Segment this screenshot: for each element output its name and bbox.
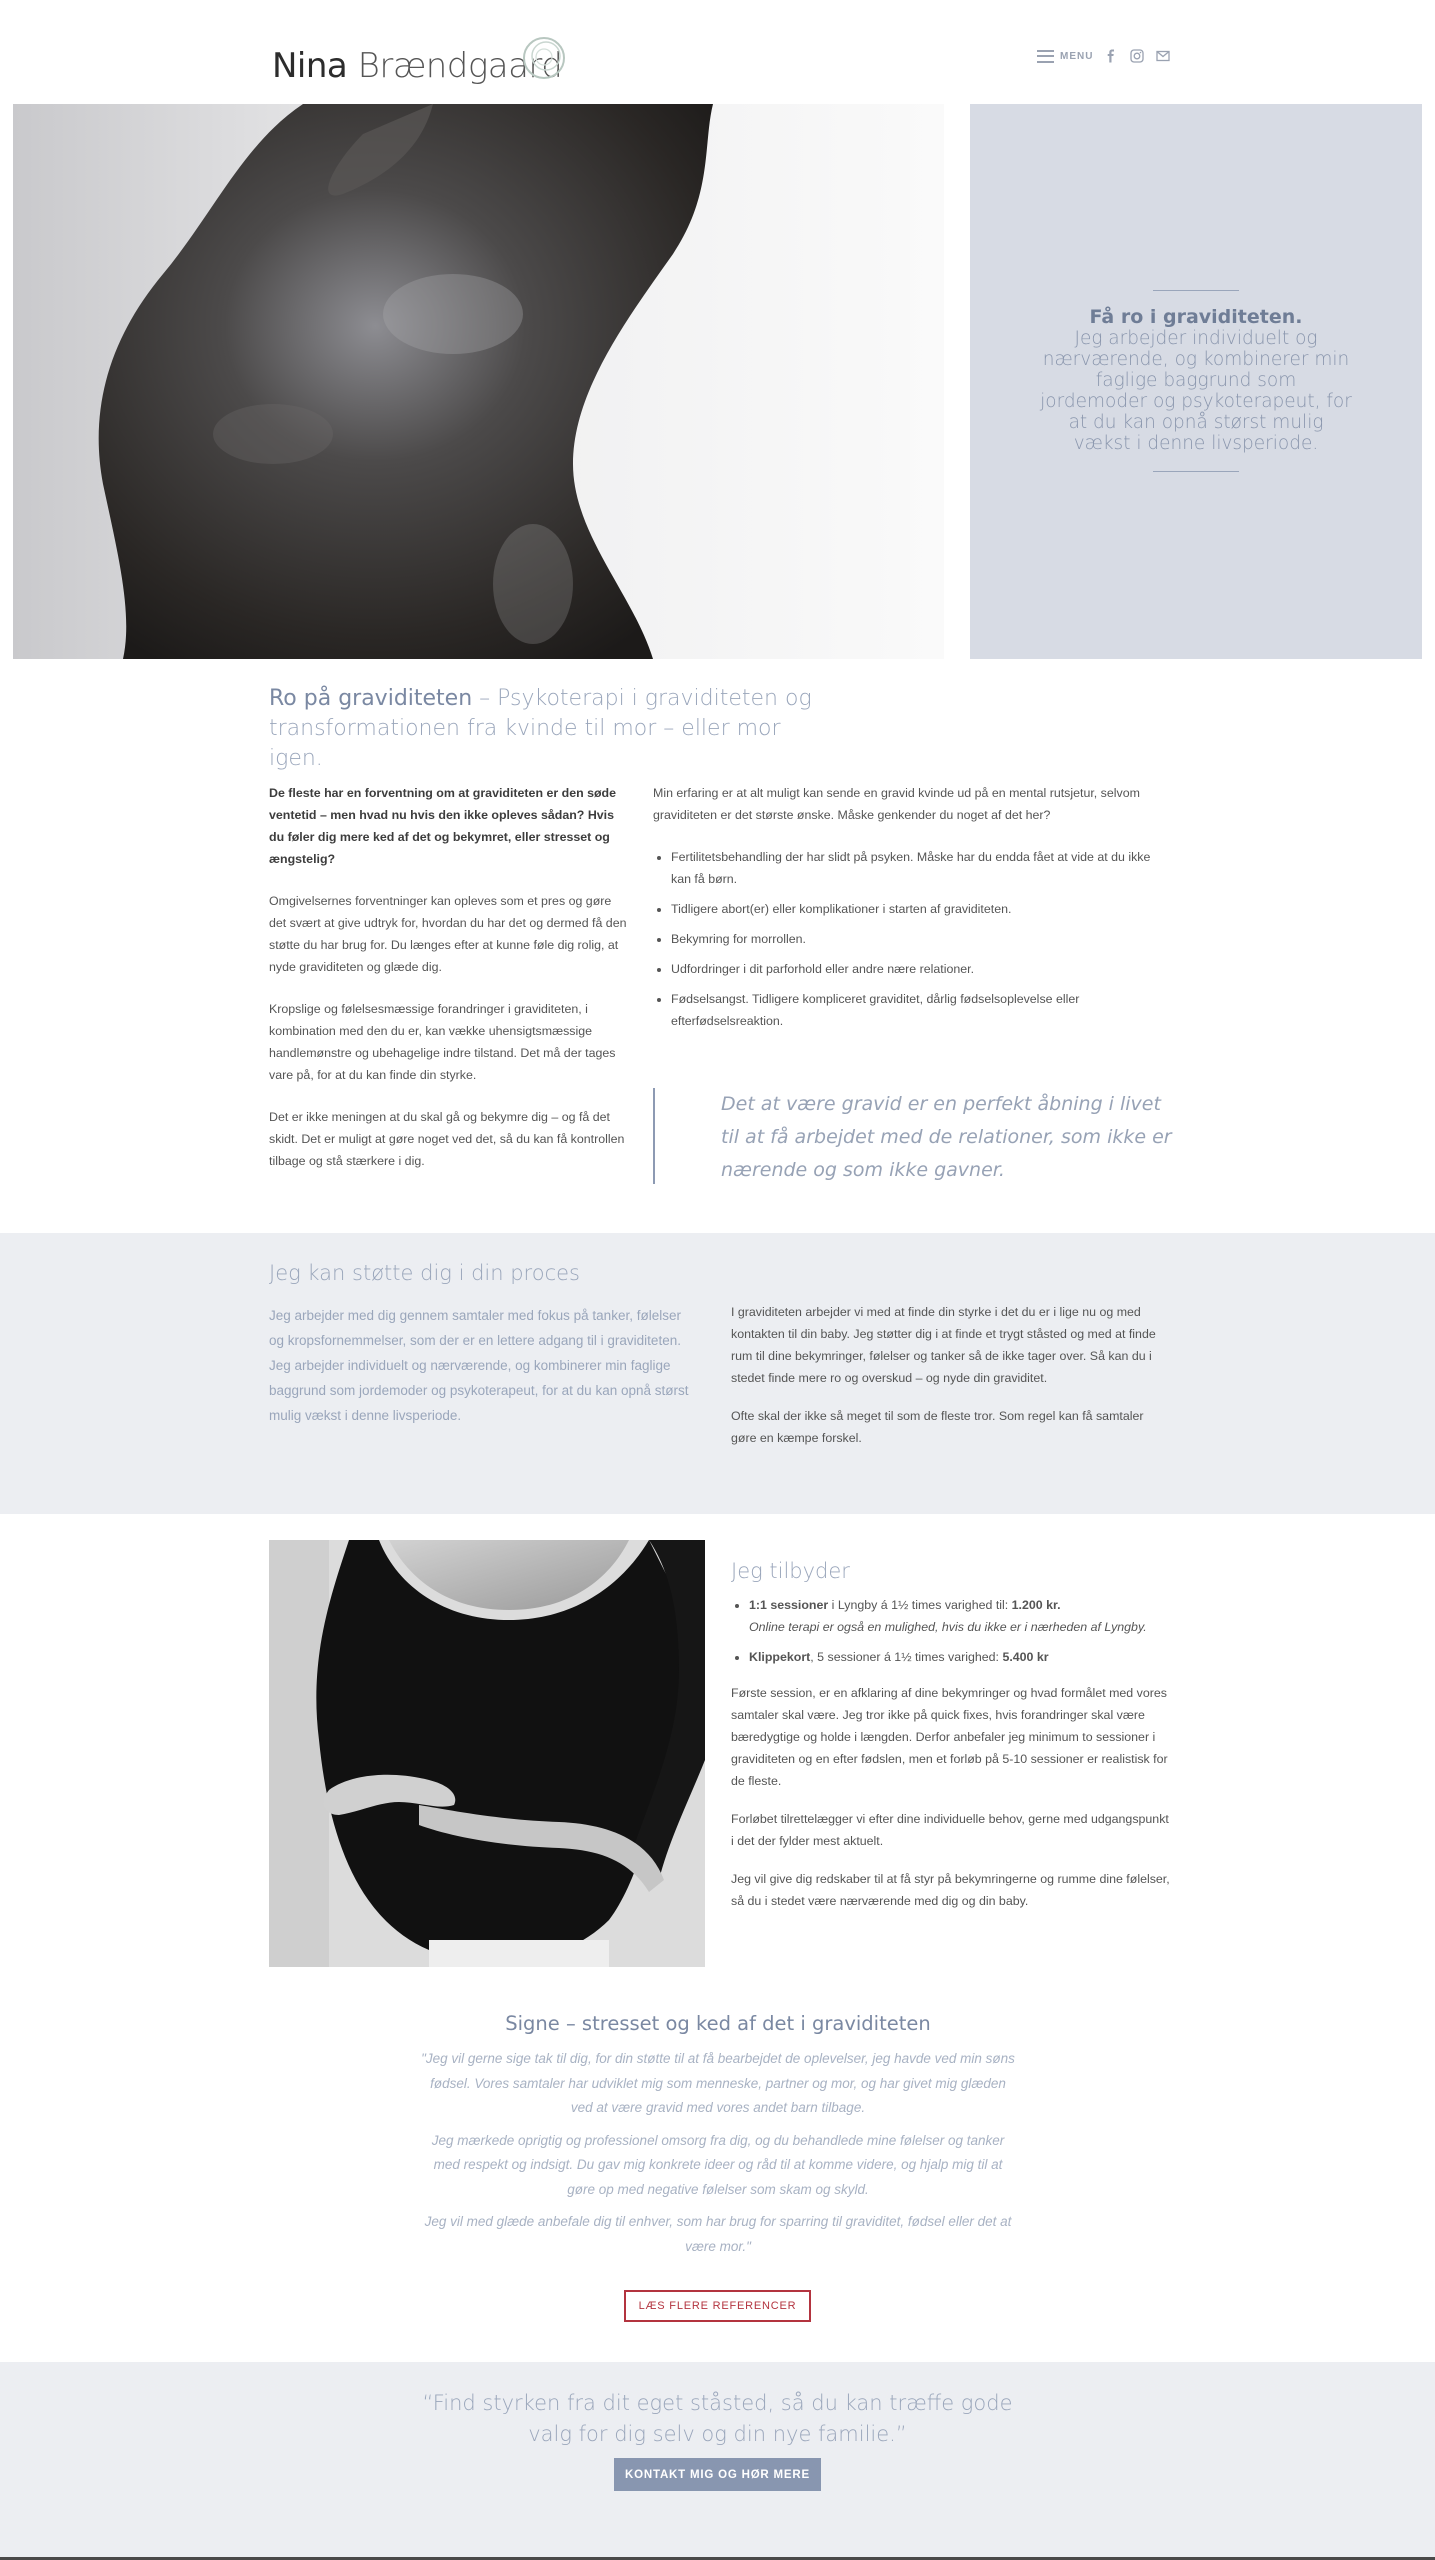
testimonial-paragraph: Jeg vil med glæde anbefale dig til enhver, som har brug for sparring til graviditet, fødsel eller det at være mor." [424,2214,1012,2254]
list-item: • Fødselsangst. Tidligere kompliceret graviditet, dårlig fødselsoplevelse eller efterfødselsreaktion. [671,988,1173,1032]
support-paragraph: I graviditeten arbejder vi med at finde din styrke i det du er i lige nu og med kontakten til din baby. Jeg støtter dig i at finde et trygt ståsted og med at finde rum til dine bekymringer, følelser og tanker så de ikke tager over. Så kan du i stedet finde mere ro og overskud – og nyde din graviditet. [731,1305,1156,1385]
logo[interactable] [272,46,562,86]
header-nav [1037,48,1171,64]
intro-paragraph: Kropslige og følelsesmæssige forandringer i graviditeten, i kombination med den du er, kan vække uhensigtsmæssige handlemønstre og ubehagelige indre tilstand. Det må der tages vare på, for at du kan finde din styrke. [269,1002,616,1082]
facebook-icon[interactable] [1103,48,1119,64]
offer-section [731,1560,1171,1928]
hero-body: Jeg arbejder individuelt og nærværende, og kombinerer min faglige baggrund som jordemoder og psykoterapeut, for at du kan opnå størst mulig vækst i denne livsperiode. [1040,328,1352,454]
intro-paragraph: Det er ikke meningen at du skal gå og bekymre dig – og få det skidt. Det er muligt at gøre noget ved det, så du kan få kontrollen tilbage og stå stærkere i dig. [269,1110,625,1168]
testimonial-paragraph: Jeg mærkede oprigtig og professionel omsorg fra dig, og du behandlede mine følelser og tanker med respekt og indsigt. Du gav mig konkrete ideer og råd til at komme videre, og hjalp mig til at gøre op med negative følelser som skam og skyld. [431,2132,1005,2197]
offer-item-price: 1.200 kr. [1011,1598,1061,1612]
intro-right-column [653,782,1173,1040]
support-left-text: Jeg arbejder med dig gennem samtaler med fokus på tanker, følelser og kropsfornemmelser, som der er en lettere adgang til i graviditeten. Jeg arbejder individuelt og nærværende, og kombinerer min faglige baggrund som jordemoder og psykoterapeut, for at du kan opnå størst mulig vækst i denne livsperiode. [269,1308,689,1423]
offer-title: Jeg tilbyder [731,1559,850,1583]
intro-heading-strong: Ro på graviditeten [269,686,473,711]
support-right-column [731,1301,1171,1465]
intro-heading [269,684,829,774]
instagram-icon[interactable] [1129,48,1145,64]
hero-divider-top [1153,290,1239,291]
list-item: • Fertilitetsbehandling der har slidt på psyken. Måske har du endda fået at vide at du ikke kan få børn. [671,846,1173,890]
cta-section [0,2362,1435,2560]
hero-title: Få ro i graviditeten. [1089,306,1303,328]
offer-item-sessions [749,1594,1171,1638]
concerns-list [653,846,1173,1032]
list-item: • Udfordringer i dit parforhold eller andre nære relationer. [671,958,1173,980]
offer-item-text: , 5 sessioner á 1½ times varighed: [810,1650,1003,1664]
cta-quote [0,2388,1435,2450]
intro-quote-text: Det at være gravid er en perfekt åbning i livet til at få arbejdet med de relationer, som ikke er nærende og som ikke gavner. [721,1093,1172,1181]
testimonial [420,2012,1016,2267]
offer-paragraph: Forløbet tilrettelægger vi efter dine individuelle behov, gerne med udgangspunkt i det der fylder mest aktuelt. [731,1812,1169,1848]
offer-item-strong: 1:1 sessioner [749,1598,829,1612]
offer-item-text: i Lyngby á 1½ times varighed til: [828,1598,1012,1612]
logo-ring-icon [520,32,570,82]
list-item: • Bekymring for morrollen. [671,928,1173,950]
list-item: • Tidligere abort(er) eller komplikationer i starten af graviditeten. [671,898,1173,920]
hero-divider-bottom [1153,471,1239,472]
menu-label: MENU [1060,50,1094,62]
logo-last-name: Brændgaard [357,46,563,86]
offer-item-price: 5.400 kr [1002,1650,1049,1664]
offer-paragraph: Første session, er en afklaring af dine bekymringer og hvad formålet med vores samtaler skal være. Jeg tror ikke på quick fixes, hvis forandringer skal være bæredygtige og holde i længden. Derfor anbefaler jeg minimum to sessioner i graviditeten og en efter fødslen, men et forløb på 5-10 sessioner er realistisk for de fleste. [731,1686,1168,1788]
logo-first-name: Nina [272,46,348,86]
testimonial-paragraph: "Jeg vil gerne sige tak til dig, for din støtte til at få bearbejdet de oplevelser, jeg havde ved min søns fødsel. Vores samtaler har udviklet mig som menneske, partner og mor, og har givet mig glæden ved at være gravid med vores andet barn tilbage. [421,2051,1015,2115]
support-paragraph: Ofte skal der ikke så meget til som de fleste tror. Som regel kan få samtaler gøre en kæmpe forskel. [731,1409,1144,1445]
offer-item-strong: Klippekort [749,1650,811,1664]
cta-quote-text: “Find styrken fra dit eget ståsted, så du kan træffe gode valg for dig selv og din nye familie.” [422,2391,1013,2446]
photo-illustration [269,1540,705,1967]
hero-panel [970,104,1422,659]
intro-paragraph: De fleste har en forventning om at graviditeten er den søde ventetid – men hvad nu hvis den ikke opleves sådan? Hvis du føler dig mere ked af det og bekymret, eller stresset og ængstelig? [269,786,617,866]
site-header [0,0,1435,104]
intro-quote [653,1088,1173,1184]
intro-right-paragraph: Min erfaring er at alt muligt kan sende en gravid kvinde ud på en mental rutsjetur, selvom graviditeten er det største ønske. Måske genkender du noget af det her? [653,786,1140,822]
offer-paragraph: Jeg vil give dig redskaber til at få styr på bekymringerne og rumme dine følelser, så du i stedet være nærværende med dig og din baby. [731,1872,1170,1908]
menu-button[interactable] [1037,50,1093,63]
support-section [0,1233,1435,1514]
intro-paragraph: Omgivelsernes forventninger kan opleves som et pres og gøre det svært at give udtryk for, hvordan du har det og dermed få den støtte du har brug for. Du længes efter at kunne føle dig rolig, at nyde graviditeten og glæde dig. [269,894,627,974]
more-references-button[interactable]: LÆS FLERE REFERENCER [624,2290,811,2322]
hamburger-icon [1037,50,1054,63]
intro-left-column [269,782,629,1192]
offer-item-punchcard [749,1646,1171,1668]
contact-button[interactable]: KONTAKT MIG OG HØR MERE [614,2458,821,2491]
hero-sculpture-image [13,104,944,659]
hero-text [1040,306,1352,454]
sculpture-illustration [13,104,944,659]
mail-icon[interactable] [1155,48,1171,64]
testimonial-title: Signe – stresset og ked af det i graviditeten [505,2012,931,2035]
intro-heading-rest: – Psykoterapi i graviditeten og transformationen fra kvinde til mor – eller mor igen. [269,686,812,771]
offer-list [731,1594,1171,1668]
pregnant-woman-photo [269,1540,705,1967]
support-title: Jeg kan støtte dig i din proces [269,1261,580,1285]
offer-item-note: Online terapi er også en mulighed, hvis du ikke er i nærheden af Lyngby. [749,1620,1147,1634]
